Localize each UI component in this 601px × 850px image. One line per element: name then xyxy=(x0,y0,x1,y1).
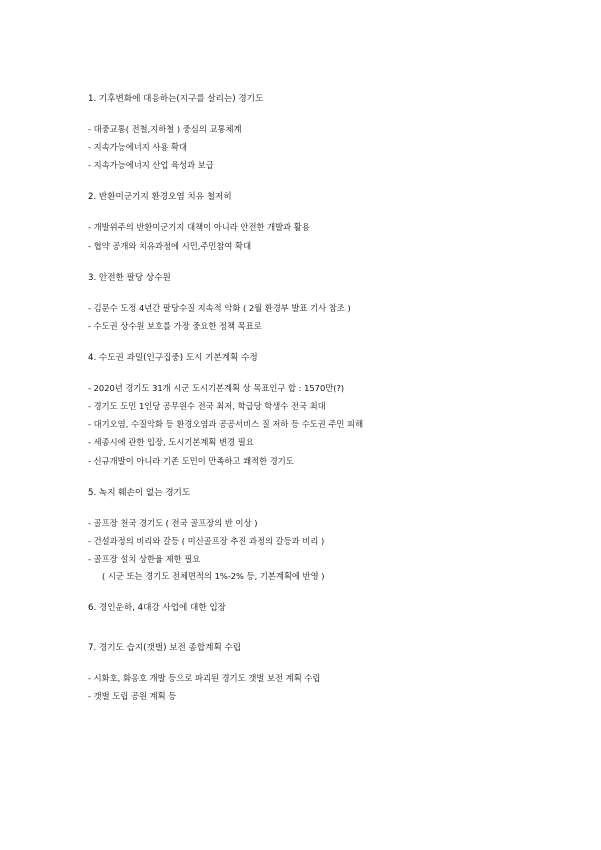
bullet-list xyxy=(88,518,561,565)
list-item: - 시화호, 화옹호 개발 등으로 파괴된 경기도 갯벌 보전 계획 수립 xyxy=(88,672,321,683)
list-item: - 지속가능에너지 사용 확대 xyxy=(88,142,188,153)
list-item: - 지속가능에너지 산업 육성과 보급 xyxy=(88,160,214,171)
list-item: - 신규개발이 아니라 기존 도민이 만족하고 쾌적한 경기도 xyxy=(88,455,294,466)
list-item: - 2020년 경기도 31개 시군 도시기본계획 상 목표인구 합 : 1570만(?) xyxy=(88,382,345,393)
list-item: - 대기오염, 수질악화 등 환경오염과 공공서비스 질 저하 등 수도권 주민 피해 xyxy=(88,419,364,430)
section-2 xyxy=(88,192,561,251)
list-item: - 대중교통( 전철,지하철 ) 중심의 교통체계 xyxy=(88,124,242,134)
list-item: - 세종시에 관한 입장, 도시기본계획 변경 필요 xyxy=(88,437,254,448)
bullet-list xyxy=(88,303,561,332)
section-heading: 2. 반환미군기지 환경오염 치유 철저히 xyxy=(88,192,232,203)
list-item: - 갯벌 도립 공원 계획 등 xyxy=(88,691,177,702)
section-heading: 5. 녹지 훼손이 없는 경기도 xyxy=(88,487,191,498)
section-heading: 7. 경기도 습지(갯벌) 보전 종합계획 수립 xyxy=(88,642,242,653)
section-heading: 4. 수도권 과밀(인구집중) 도시 기본계획 수정 xyxy=(88,352,258,363)
list-item: - 김문수 도정 4년간 팔당수질 지속적 악화 ( 2월 환경부 발표 기사 참조 ) xyxy=(88,302,351,313)
bullet-list xyxy=(88,222,561,251)
section-heading: 1. 기후변화에 대응하는(지구를 살리는) 경기도 xyxy=(88,94,264,104)
list-item: - 골프장 천국 경기도 ( 전국 골프장의 반 이상 ) xyxy=(88,517,258,528)
section-6 xyxy=(88,603,561,614)
list-item: - 개발위주의 반환미군기지 대책이 아니라 안전한 개발과 활용 xyxy=(88,222,310,233)
list-item: - 건설과정의 비리와 갈등 ( 미신골프장 추진 과정의 갈등과 비리 ) xyxy=(88,535,325,546)
section-3 xyxy=(88,273,561,332)
list-item: - 수도권 상수원 보호를 가장 중요한 정책 목표로 xyxy=(88,320,262,331)
bullet-list xyxy=(88,124,561,171)
list-item: - 경기도 도민 1인당 공무원수 전국 최저, 학급당 학생수 전국 최대 xyxy=(88,400,326,411)
bullet-list xyxy=(88,383,561,467)
list-item-note: ( 시군 또는 경기도 전체면적의 1%-2% 등, 기본계획에 반영 ) xyxy=(102,570,325,581)
section-7 xyxy=(88,643,561,702)
section-heading: 3. 안전한 팔당 상수원 xyxy=(88,272,171,283)
section-1 xyxy=(88,94,561,171)
bullet-list xyxy=(88,673,561,702)
list-item: - 골프장 설치 상한율 제한 필요 xyxy=(88,553,201,564)
section-5 xyxy=(88,488,561,582)
list-item: - 협약 공개와 치유과정에 시민,주민참여 확대 xyxy=(88,240,252,251)
section-4 xyxy=(88,353,561,467)
section-heading: 6. 경인운하, 4대강 사업에 대한 입장 xyxy=(88,602,226,613)
